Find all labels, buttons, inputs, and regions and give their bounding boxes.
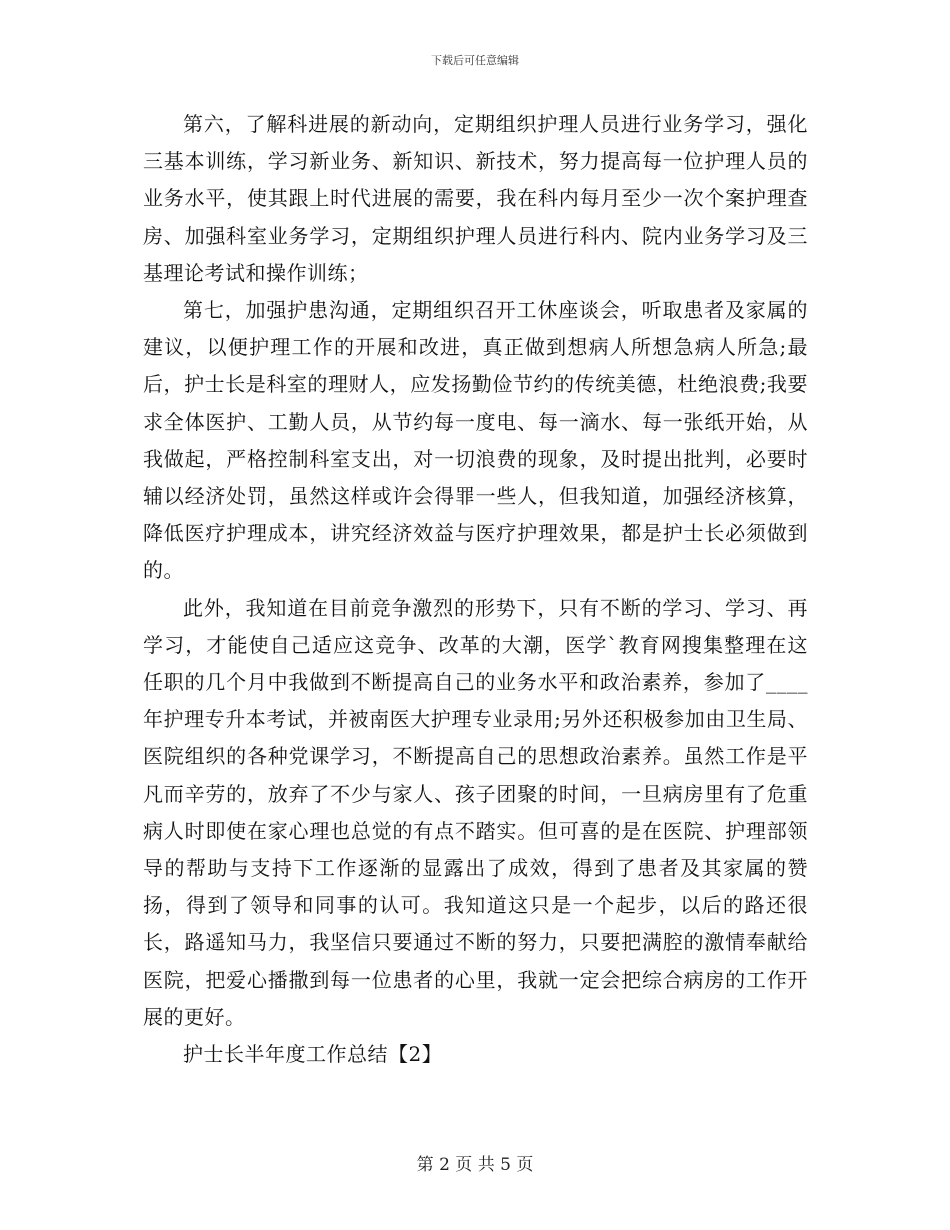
section-heading: 护士长半年度工作总结【2】 bbox=[183, 1042, 443, 1067]
document-body bbox=[143, 106, 808, 1073]
paragraph-seventh: 第七，加强护患沟通，定期组织召开工休座谈会，听取患者及家属的建议，以便护理工作的开展和改进，真正做到想病人所想急病人所急;最后，护士长是科室的理财人，应发扬勤俭节约的传统美德，杜绝浪费;我要求全体医护、工勤人员，从节约每一度电、每一滴水、每一张纸开始，从我做起，严格控制科室支出，对一切浪费的现象，及时提出批判，必要时辅以经济处罚，虽然这样或许会得罪一些人，但我知道，加强经济核算，降低医疗护理成本，讲究经济效益与医疗护理效果，都是护士长必须做到的。 bbox=[143, 298, 808, 583]
page-header: 下载后可任意编辑 bbox=[431, 54, 519, 67]
paragraph-sixth: 第六，了解科进展的新动向，定期组织护理人员进行业务学习，强化三基本训练，学习新业务、新知识、新技术，努力提高每一位护理人员的业务水平，使其跟上时代进展的需要，我在科内每月至少一次个案护理查房、加强科室业务学习，定期组织护理人员进行科内、院内业务学习及三基理论考试和操作训练； bbox=[143, 112, 808, 285]
page-number: 第 2 页 共 5 页 bbox=[416, 1155, 534, 1175]
paragraph-additionally: 此外，我知道在目前竞争激烈的形势下，只有不断的学习、学习、再学习，才能使自己适应这竞争、改革的大潮，医学`教育网搜集整理在这任职的几个月中我做到不断提高自己的业务水平和政治素养，参加了____年护理专升本考试，并被南医大护理专业录用;另外还积极参加由卫生局、医院组织的各种党课学习，不断提高自己的思想政治素养。虽然工作是平凡而辛劳的，放弃了不少与家人、孩子团聚的时间，一旦病房里有了危重病人时即使在家心理也总觉的有点不踏实。但可喜的是在医院、护理部领导的帮助与支持下工作逐渐的显露出了成效，得到了患者及其家属的赞扬，得到了领导和同事的认可。我知道这只是一个起步，以后的路还很长，路遥知马力，我坚信只要通过不断的努力，只要把满腔的激情奉献给医院，把爱心播撒到每一位患者的心里，我就一定会把综合病房的工作开展的更好。 bbox=[143, 595, 808, 1029]
